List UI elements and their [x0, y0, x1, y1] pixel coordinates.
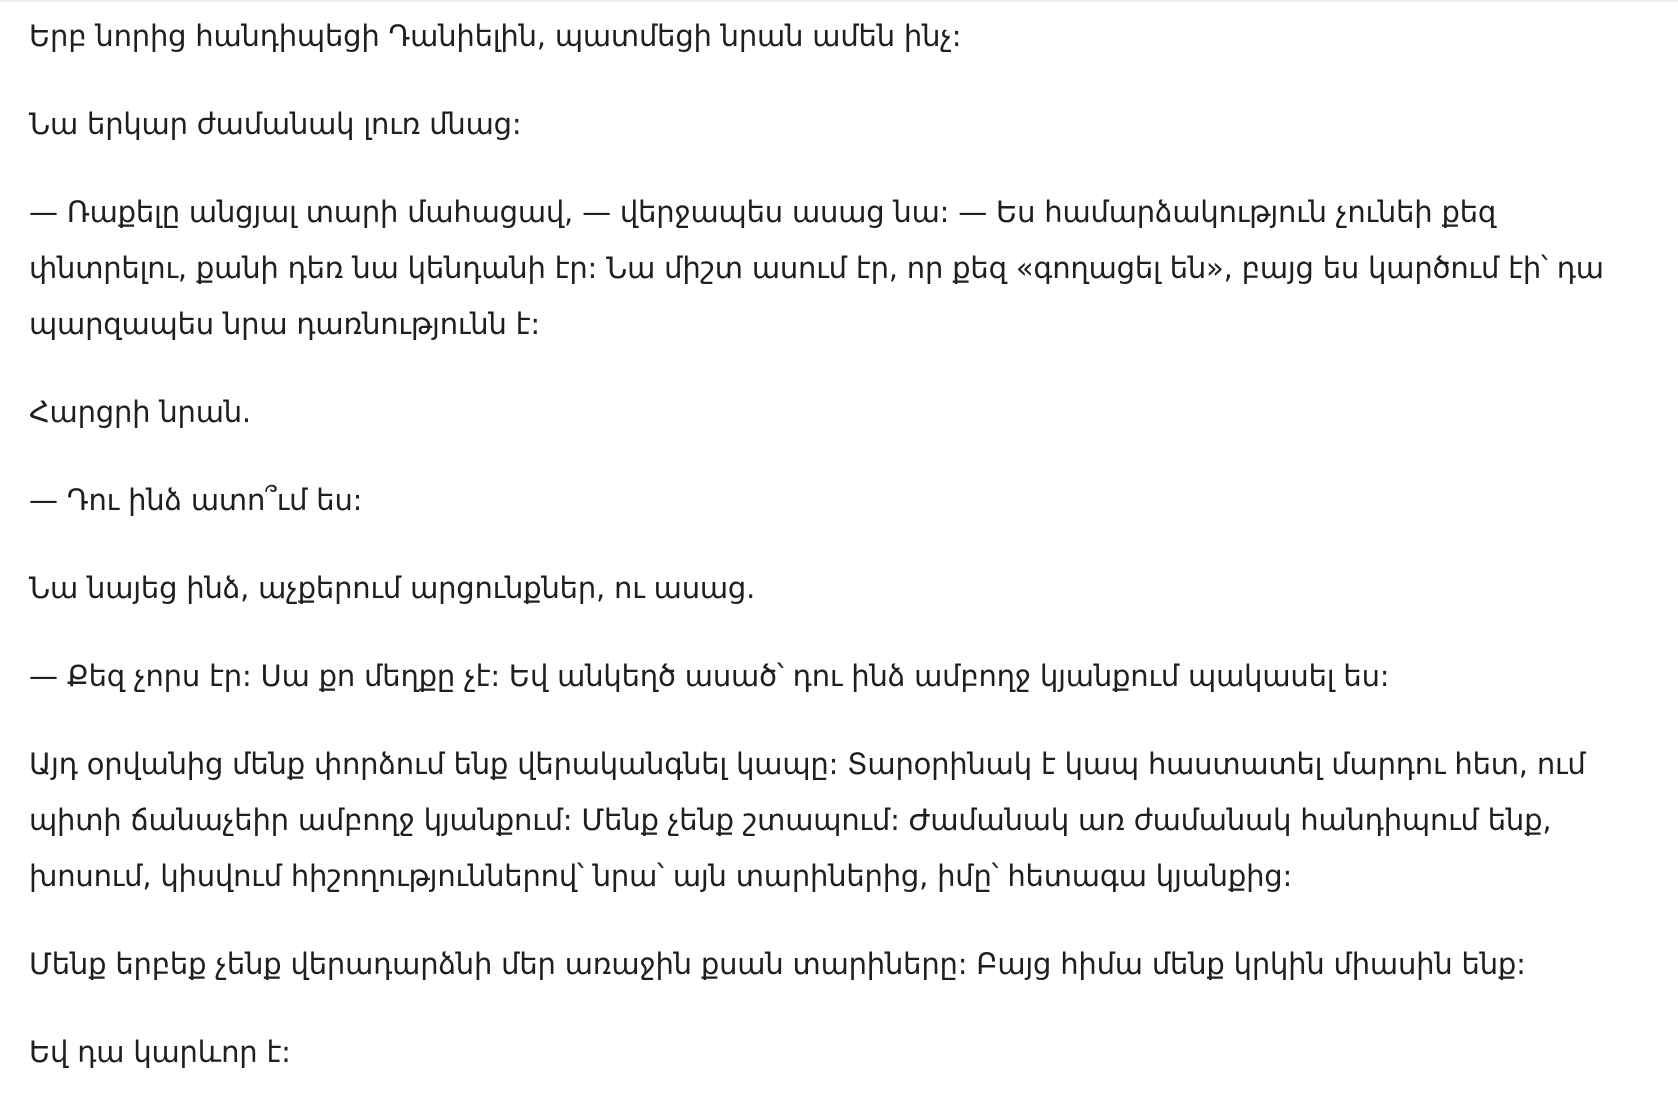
paragraph: Մենք երբեք չենք վերադարձնի մեր առաջին քսան տարիները: Բայց հիմա մենք կրկին միասին ենք:: [29, 947, 1526, 981]
paragraph: — Ռաքելը անցյալ տարի մահացավ, — վերջապես ասաց նա: — Ես համարձակություն չունեի քեզ փնտրելու, քանի դեռ նա կենդանի էր: Նա միշտ ասում էր, որ քեզ «գողացել են», բայց ես կարծում էի՝ դա պարզապես նրա դառնությունն է:: [29, 195, 1604, 341]
article-body: [29, 8, 1629, 1080]
paragraph: Նա նայեց ինձ, աչքերում արցունքներ, ու ասաց.: [29, 571, 756, 605]
paragraph: Նա երկար ժամանակ լուռ մնաց:: [29, 107, 522, 141]
top-divider: [0, 0, 1678, 2]
paragraph: Հարցրի նրան.: [29, 395, 251, 429]
paragraph: Եվ դա կարևոր է:: [29, 1035, 291, 1069]
paragraph: — Դու ինձ ատո՞ւմ ես:: [29, 483, 363, 517]
paragraph: Երբ նորից հանդիպեցի Դանիելին, պատմեցի նրան ամեն ինչ:: [29, 19, 962, 53]
paragraph: Այդ օրվանից մենք փորձում ենք վերականգնել կապը: Տարօրինակ է կապ հաստատել մարդու հետ, ում պիտի ճանաչեիր ամբողջ կյանքում: Մենք չենք շտապում: Ժամանակ առ ժամանակ հանդիպում ենք, խոսում, կիսվում հիշողություններով՝ նրա՝ այն տարիներից, իմը՝ հետագա կյանքից:: [29, 747, 1586, 893]
paragraph: — Քեզ չորս էր: Սա քո մեղքը չէ: Եվ անկեղծ ասած՝ դու ինձ ամբողջ կյանքում պակասել ես:: [29, 659, 1390, 693]
